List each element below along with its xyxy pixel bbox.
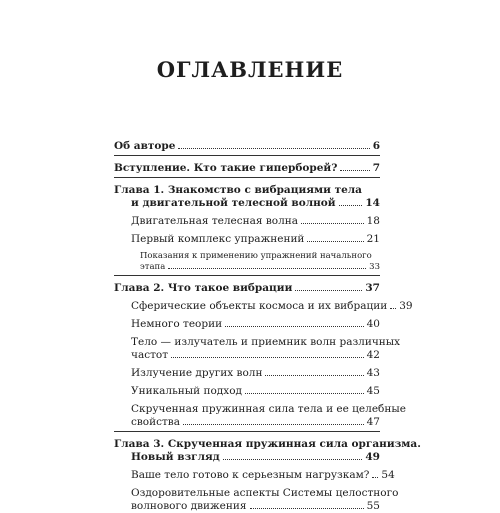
toc-entry-continuation (114, 197, 380, 210)
toc-entry-label: Показания к применению упражнений начального (140, 251, 372, 261)
table-of-contents (114, 140, 421, 513)
toc-entry-label: свойства (131, 416, 180, 428)
divider (114, 155, 380, 156)
toc-entry[interactable] (114, 300, 413, 313)
leader-dots (183, 424, 364, 425)
toc-page-number: 49 (365, 451, 380, 463)
page-title: ОГЛАВЛЕНИЕ (156, 57, 344, 82)
toc-page-number: 14 (365, 197, 380, 209)
toc-entry[interactable] (114, 336, 401, 362)
toc-entry-label: Немного теории (131, 318, 223, 330)
toc-entry-about-author[interactable] (114, 140, 380, 153)
toc-page-number: 45 (366, 385, 380, 397)
toc-subentry[interactable] (114, 251, 380, 273)
toc-entry[interactable] (114, 403, 406, 429)
toc-page-number: 33 (369, 262, 380, 272)
divider (114, 177, 380, 178)
toc-entry-label: частот (131, 349, 169, 361)
leader-dots (265, 375, 363, 376)
toc-page-number: 6 (372, 140, 380, 152)
leader-dots (250, 508, 364, 509)
toc-entry[interactable] (114, 469, 395, 482)
toc-page-number: 21 (366, 233, 380, 245)
toc-entry-label: Двигательная телесная волна (131, 215, 299, 227)
toc-entry[interactable] (114, 233, 380, 246)
toc-entry-label: Об авторе (114, 140, 176, 152)
toc-entry-label: Сферические объекты космоса и их вибрации (131, 300, 388, 312)
toc-page-number: 42 (366, 349, 380, 361)
leader-dots (178, 148, 369, 149)
divider (114, 431, 380, 432)
toc-entry[interactable] (114, 215, 380, 228)
toc-page-number: 18 (366, 215, 380, 227)
leader-dots (225, 326, 364, 327)
leader-dots (223, 459, 363, 460)
toc-entry-continuation (114, 262, 380, 273)
toc-entry-label: Тело — излучатель и приемник волн различных (131, 336, 401, 348)
leader-dots (372, 477, 378, 478)
toc-page-number: 40 (366, 318, 380, 330)
leader-dots (307, 241, 363, 242)
toc-entry[interactable] (114, 318, 380, 331)
toc-entry-continuation (114, 451, 380, 464)
toc-chapter-2[interactable] (114, 282, 380, 295)
leader-dots (295, 290, 362, 291)
toc-entry[interactable] (114, 367, 380, 380)
toc-page-number: 47 (366, 416, 380, 428)
toc-page-number: 54 (381, 469, 395, 481)
toc-chapter-3[interactable] (114, 438, 421, 464)
toc-page-number: 7 (372, 162, 380, 174)
toc-page-number: 43 (366, 367, 380, 379)
toc-chapter-1[interactable] (114, 184, 380, 210)
leader-dots (245, 393, 364, 394)
toc-entry-label: Новый взгляд (131, 451, 220, 463)
toc-entry-label: этапа (140, 262, 166, 272)
toc-entry-label: Глава 1. Знакомство с вибрациями тела (114, 184, 362, 196)
toc-entry[interactable] (114, 385, 380, 398)
toc-entry-label: Ваше тело готово к серьезным нагрузкам? (131, 469, 370, 481)
toc-entry-intro[interactable] (114, 162, 380, 175)
toc-entry[interactable] (114, 487, 399, 513)
leader-dots (171, 357, 364, 358)
toc-entry-label: Первый комплекс упражнений (131, 233, 305, 245)
toc-page-number: 39 (399, 300, 413, 312)
toc-entry-label: и двигательной телесной волной (131, 197, 336, 209)
toc-page-number: 55 (366, 500, 380, 512)
leader-dots (301, 223, 364, 224)
divider (114, 275, 380, 276)
toc-entry-label: волнового движения (131, 500, 247, 512)
toc-entry-label: Уникальный подход (131, 385, 242, 397)
leader-dots (168, 268, 366, 269)
toc-entry-label: Вступление. Кто такие гиперборей? (114, 162, 338, 174)
toc-entry-label: Глава 3. Скрученная пружинная сила организма. (114, 438, 421, 450)
toc-page-number: 37 (365, 282, 380, 294)
toc-entry-label: Скрученная пружинная сила тела и ее целебные (131, 403, 406, 415)
toc-entry-label: Оздоровительные аспекты Системы целостного (131, 487, 399, 499)
leader-dots (339, 205, 363, 206)
toc-entry-continuation (114, 349, 380, 362)
toc-entry-continuation (114, 416, 380, 429)
toc-entry-continuation (114, 500, 380, 513)
toc-entry-label: Глава 2. Что такое вибрации (114, 282, 293, 294)
leader-dots (340, 170, 369, 171)
toc-entry-label: Излучение других волн (131, 367, 263, 379)
leader-dots (390, 308, 396, 309)
